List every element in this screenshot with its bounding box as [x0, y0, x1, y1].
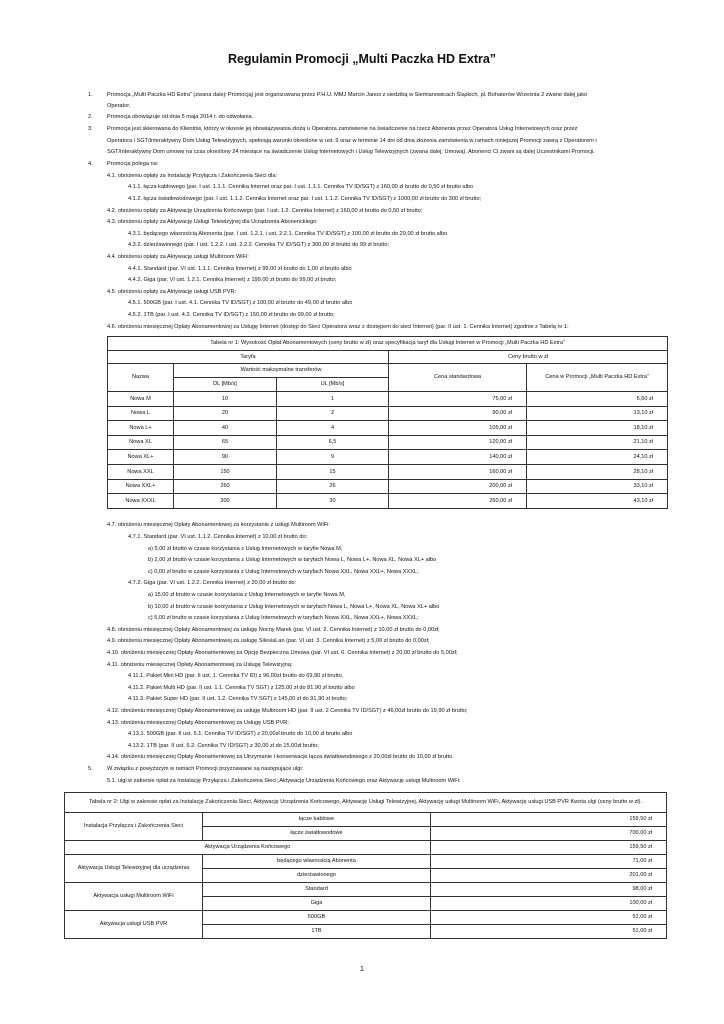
cell: Nowa XXL — [108, 464, 174, 479]
text-line: Operator. — [107, 103, 131, 109]
cell: 201,00 zł — [431, 869, 667, 883]
text-line: Promocja polega na: — [107, 161, 159, 167]
cell: 260,00 zł — [389, 494, 527, 509]
cell: Giga — [203, 897, 431, 911]
text-line: 4.5.1. 500GB (par. I ust. 4.1. Cennika TV ID/SGT) z 100,00 zł brutto do 49,00 zł brutto albo — [128, 300, 353, 306]
header-cell: Nazwa — [108, 364, 174, 392]
header-cell: Taryfa — [108, 351, 389, 364]
header-cell: Cena w Promocji „Multi Paczka HD Extra” — [527, 364, 668, 392]
text-line: 4.1. obniżeniu opłaty za Instalację Przyłącza i Zakończenia Sieci dla: — [107, 173, 278, 179]
header-cell: UL [Mb/s] — [277, 378, 389, 392]
cell: 75,00 zł — [389, 392, 527, 407]
discount-table — [64, 792, 667, 939]
group-label: Aktywacja Usługi Telewizyjnej dla urządzenia — [65, 855, 203, 883]
text-line: 4.9. obniżeniu miesięcznej Opłaty Abonamentowej za usługę SilesiaLan (par. VI ust. 3. Cennika Internet) z 5,00 zł brutto do 0,00zł; — [107, 638, 430, 644]
cell: 90 — [174, 450, 277, 465]
group-label: Aktywacja usługi Multiroom WiFi — [65, 883, 203, 911]
text-line: b) 10,00 zł brutto w czasie korzystania z Usług Internetowych w taryfach Nowa L, Nowa L+, Nowa XL, Nowa XL+ albo — [148, 604, 440, 610]
text-line: W związku z powyższym w ramach Promocji przyznawane są następujące ulgi: — [107, 766, 304, 772]
cell: 200,00 zł — [389, 479, 527, 494]
text-line: 4.2. obniżeniu opłaty za Aktywację Urządzenia Końcowego (par. I ust. 1.2. Cennika Internet) z 160,00 zł brutto do 0,50 zł brutto; — [107, 208, 423, 214]
page-title: Regulamin Promocji „Multi Paczka HD Extra” — [227, 52, 497, 66]
text-line: 4.13. obniżeniu miesięcznej Opłaty Abonamentowej za Usługę USB PVR: — [107, 720, 289, 726]
table-row — [108, 421, 668, 436]
text-line: 4.11.3. Pakiet Super HD (par. II ust. 1.2. Cennika TV SGT) z 145,00 zł do 91,90 zł brutto; — [128, 696, 348, 702]
cell: 700,00 zł — [431, 827, 667, 841]
text-line: Promocja jest skierowana do Klientów, którzy w okresie jej obowiązywania złożą u Operatora zamówienie na świadczenie na rzecz Abonenta przez Operatora Usług Internetowych oraz przez — [107, 126, 578, 132]
cell: 28,10 zł — [527, 464, 668, 479]
cell: Nowa XXXL — [108, 494, 174, 509]
item-number: 4. — [88, 161, 93, 167]
table-caption: Tabela nr 2: Ulgi w zakresie opłat za Instalację Zakończenia Sieci, Aktywację Urządzenia Końcowego, Aktywację Usługi Telewizyjnej, Aktywację usługi Multiroom WiFi, Aktywację usługi USB PVR Kwota ulgi (ceny brutto w zł). — [65, 793, 667, 813]
cell: 105,00 zł — [389, 421, 527, 436]
table-row — [108, 435, 668, 450]
header-cell: DL [Mb/s] — [174, 378, 277, 392]
cell: 100,00 zł — [431, 897, 667, 911]
cell: 160,00 zł — [389, 464, 527, 479]
cell: 300 — [174, 494, 277, 509]
table-row — [108, 406, 668, 421]
group-label: Aktywacja usługi USB PVR — [65, 911, 203, 939]
cell: Nowa M — [108, 392, 174, 407]
item-number: 2. — [88, 114, 93, 120]
header-cell: Ceny brutto w zł — [389, 351, 668, 364]
page-number: 1 — [360, 966, 364, 973]
text-line: 4.4.2. Giga (par. VI ust. 1.2.1. Cennika Internet) z 199,00 zł brutto do 99,00 zł brutto; — [128, 277, 337, 283]
text-line: 5.1. ulgi w zakresie opłat za Instalację Przyłącza i Zakończenia Sieci, Aktywację Urządzenia Końcowego oraz Aktywację usługi Multiroom WiFi: — [107, 778, 461, 784]
cell: 71,00 zł — [431, 855, 667, 869]
cell: 98,00 zł — [431, 883, 667, 897]
cell: Nowa L — [108, 406, 174, 421]
text-line: 4.7.2. Giga (par. VI ust. 1.2.2. Cennika Internet) z 20,00 zł brutto do: — [128, 580, 297, 586]
text-line: 4.10. obniżeniu miesięcznej Opłaty Abonamentowej za Opcję Bezpieczna Umowa (par. VI ust. 6. Cennika Internet) z 20,00 zł brutto do 5,00zł; — [107, 650, 458, 656]
cell: 5,60 zł — [527, 392, 668, 407]
cell: 120,00 zł — [389, 435, 527, 450]
text-line: 4.13.1. 500GB (par. II ust. 6.1. Cennika TV ID/SGT) z 20,00zł brutto do 10,00 zł brutto albo — [128, 731, 353, 737]
group-label: Instalacja Przyłącza i Zakończenia Sieci — [65, 813, 203, 841]
cell: 1 — [277, 392, 389, 407]
text-line: Promocja „Multi Paczka HD Extra” (zwana dalej: Promocją) jest organizowana przez P.H.U. MMJ Marcin Janos z siedzibą w Siemianowicach Śląskich, pl. Bohaterów Września 2 zwane dalej jako — [107, 92, 588, 98]
table-row — [108, 392, 668, 407]
cell: 90,00 zł — [389, 406, 527, 421]
cell: Nowa XXL+ — [108, 479, 174, 494]
text-line: 4.5.2. 1TB (par. I ust. 4.2. Cennika TV ID/SGT) z 150,00 zł brutto do 99,00 zł brutto; — [128, 312, 335, 318]
cell: łącze światłowodowe — [203, 827, 431, 841]
cell: 10 — [174, 392, 277, 407]
cell: 159,50 zł — [431, 841, 667, 855]
text-line: 4.3. obniżeniu opłaty za Aktywację Usługi Telewizyjnej dla Urządzenia Abonenckiego: — [107, 219, 318, 225]
cell: 2 — [277, 406, 389, 421]
cell: 26 — [277, 479, 389, 494]
table-row — [108, 494, 668, 509]
item-number: 5. — [88, 766, 93, 772]
table-row — [108, 464, 668, 479]
text-line: 4.14. obniżeniu miesięcznej Opłaty Abonamentowej za Utrzymanie i konserwacje łącza światłowodowego z 20,00zł brutto do 10,00 zł brutto. — [107, 754, 454, 760]
cell: będącego własnością Abonenta — [203, 855, 431, 869]
text-line: c) 5,00 zł brutto w czasie korzystania z Usług Internetowych w taryfach Nowa XXL, Nowa XXL+, Nowa XXXL; — [148, 615, 419, 621]
cell: 500GB — [203, 911, 431, 925]
text-line: b) 2,00 zł brutto w czasie korzystania z Usług Internetowych w taryfach Nowa L, Nowa L+, Nowa XL, Nowa XL+ albo — [148, 557, 437, 563]
table-caption: Tabela nr 1: Wysokość Opłat Abonamentowych (ceny brutto w zł) oraz specyfikacja taryf dla Usługi Internet w Promocji „Multi Paczka HD Extra” — [108, 337, 668, 351]
text-line: 4.1.1. łącza kablowego (par. I ust. 1.1.1. Cennika Internet oraz par. I ust. 1.1.1. Cennika TV ID/SGT) z 160,00 zł brutto do 0,50 zł brutto albo — [128, 184, 474, 190]
cell: 51,00 zł — [431, 911, 667, 925]
header-cell: Cena standardowa — [389, 364, 527, 392]
cell: 150 — [174, 464, 277, 479]
text-line: 4.12. obniżeniu miesięcznej Opłaty Abonamentowej za usługę Multiroom HD (par. II ust. 2 Cennika TV ID/SGT) z 46,00zł brutto do 19,90 zł brutto; — [107, 708, 468, 714]
cell: 43,10 zł — [527, 494, 668, 509]
text-line: a) 5,00 zł brutto w czasie korzystania z Usług Internetowych w taryfie Nowa M, — [148, 546, 343, 552]
text-line: 4.6. obniżeniu miesięcznej Opłaty Abonamentowej za Usługę Internet (dostęp do Sieci Operatora wraz z dostępem do sieci Internet) (par. II ust. 1. Cennika Internet) zgodnie z Tabelą nr 1: — [107, 324, 569, 330]
text-line: SGT/Interaktywny Dom umowę na czas określony 24 miesiące na świadczenie Usług Internetowych i Usług Telewizyjnych (zwana dalej: Umową). Abonenci Ci zwani są dalej Uczestnikami Promocji. — [107, 149, 595, 155]
cell: Nowa XL+ — [108, 450, 174, 465]
cell: 15 — [277, 464, 389, 479]
cell: 13,10 zł — [527, 406, 668, 421]
group-label: Aktywacja Urządzenia Końcowego — [65, 841, 431, 855]
text-line: 4.4. obniżeniu opłaty za Aktywację usługi Multiroom WiFi: — [107, 254, 249, 260]
cell: 140,00 zł — [389, 450, 527, 465]
text-line: 4.1.2. łącza światłowodowego (par. I ust. 1.1.2. Cennika Internet oraz par. I ust. 1.1.2. Cennika TV ID/SGT) z 1000,00 zł brutto do 300 zł brutto; — [128, 196, 482, 202]
cell: 20 — [174, 406, 277, 421]
cell: łącze kablowe — [203, 813, 431, 827]
text-line: Promocja obowiązuje od dnia 5 maja 2014 r. do odwołania. — [107, 114, 254, 120]
item-number: 3. — [88, 126, 93, 132]
cell: Standard — [203, 883, 431, 897]
cell: Nowa XL — [108, 435, 174, 450]
cell: 65 — [174, 435, 277, 450]
text-line: 4.11. obniżeniu miesięcznej Opłaty Abonamentowej za Usługę Telewizyjną: — [107, 662, 293, 668]
cell: 24,10 zł — [527, 450, 668, 465]
cell: 18,10 zł — [527, 421, 668, 436]
table-row — [108, 450, 668, 465]
text-line: 4.4.1. Standard (par. VI ust. 1.1.1. Cennika Internet) z 99,00 zł brutto do 1,00 zł brutto albo — [128, 266, 352, 272]
table-row — [108, 479, 668, 494]
cell: 159,50 zł — [431, 813, 667, 827]
header-cell: Wartość maksymalne transferów — [174, 364, 389, 378]
text-line: 4.11.1. Pakiet Mini HD (par. II ust. 1. Cennika TV ID) z 96,00zł brutto do 69,90 zł brutto, — [128, 673, 344, 679]
text-line: 4.3.1. będącego własnością Abonenta (par. I ust. 1.2.1. i ust. 2.2.1. Cennika TV ID/SGT) z 100,00 zł brutto do 29,00 zł brutto albo — [128, 231, 448, 237]
cell: 51,00 zł — [431, 925, 667, 939]
text-line: 4.8. obniżeniu miesięcznej Opłaty Abonamentowej za usługę Nocny Marek (par. VI ust. 2. Cennika Internet) z 10,00 zł brutto do 0,00zł; — [107, 627, 440, 633]
text-line: 4.7. obniżeniu miesięcznej Opłaty Abonamentowej za korzystanie z usługi Multiroom WiFi: — [107, 522, 330, 528]
text-line: 4.7.1. Standard (par. VI ust. 1.1.2. Cennika Internet) z 10,00 zł brutto do: — [128, 534, 308, 540]
text-line: Operatora i SGT/Interaktywny Dom Usług Telewizyjnych, spełniają warunki określone w ust. 9 oraz w terminie 14 dni od dnia złożenia zamówienia w ramach niniejszej Promocji zawrą z Operatorem i — [107, 138, 597, 144]
cell: 6,5 — [277, 435, 389, 450]
text-line: 4.3.2. dzierżawionego (par. I ust. 1.2.2. i ust. 2.2.2. Cennika TV ID/SGT) z 300,00 zł brutto do 99 zł brutto; — [128, 242, 390, 248]
cell: 33,10 zł — [527, 479, 668, 494]
text-line: 4.5. obniżeniu opłaty za Aktywację usługi USB PVR: — [107, 289, 237, 295]
text-line: 4.11.2. Pakiet Multi HD (par. II ust. 1.1. Cennika TV SGT) z 125,00 zł do 81,90 zł brutto albo — [128, 685, 355, 691]
item-number: 1. — [88, 92, 93, 98]
tariff-table — [107, 336, 668, 509]
cell: 9 — [277, 450, 389, 465]
text-line: a) 15,00 zł brutto w czasie korzystania z Usług Internetowych w taryfie Nowa M, — [148, 592, 346, 598]
cell: 4 — [277, 421, 389, 436]
cell: 30 — [277, 494, 389, 509]
cell: Nowa L+ — [108, 421, 174, 436]
cell: 40 — [174, 421, 277, 436]
cell: dzierżawionego — [203, 869, 431, 883]
cell: 1TB — [203, 925, 431, 939]
text-line: 4.13.2. 1TB (par. II ust. 6.2. Cennika TV ID/SGT) z 30,00 zł do 15,00zł brutto; — [128, 743, 319, 749]
text-line: c) 0,00 zł brutto w czasie korzystania z Usług Internetowych w taryfach Nowa XXL, Nowa XXL+, Nowa XXXL; — [148, 569, 419, 575]
cell: 21,10 zł — [527, 435, 668, 450]
cell: 260 — [174, 479, 277, 494]
